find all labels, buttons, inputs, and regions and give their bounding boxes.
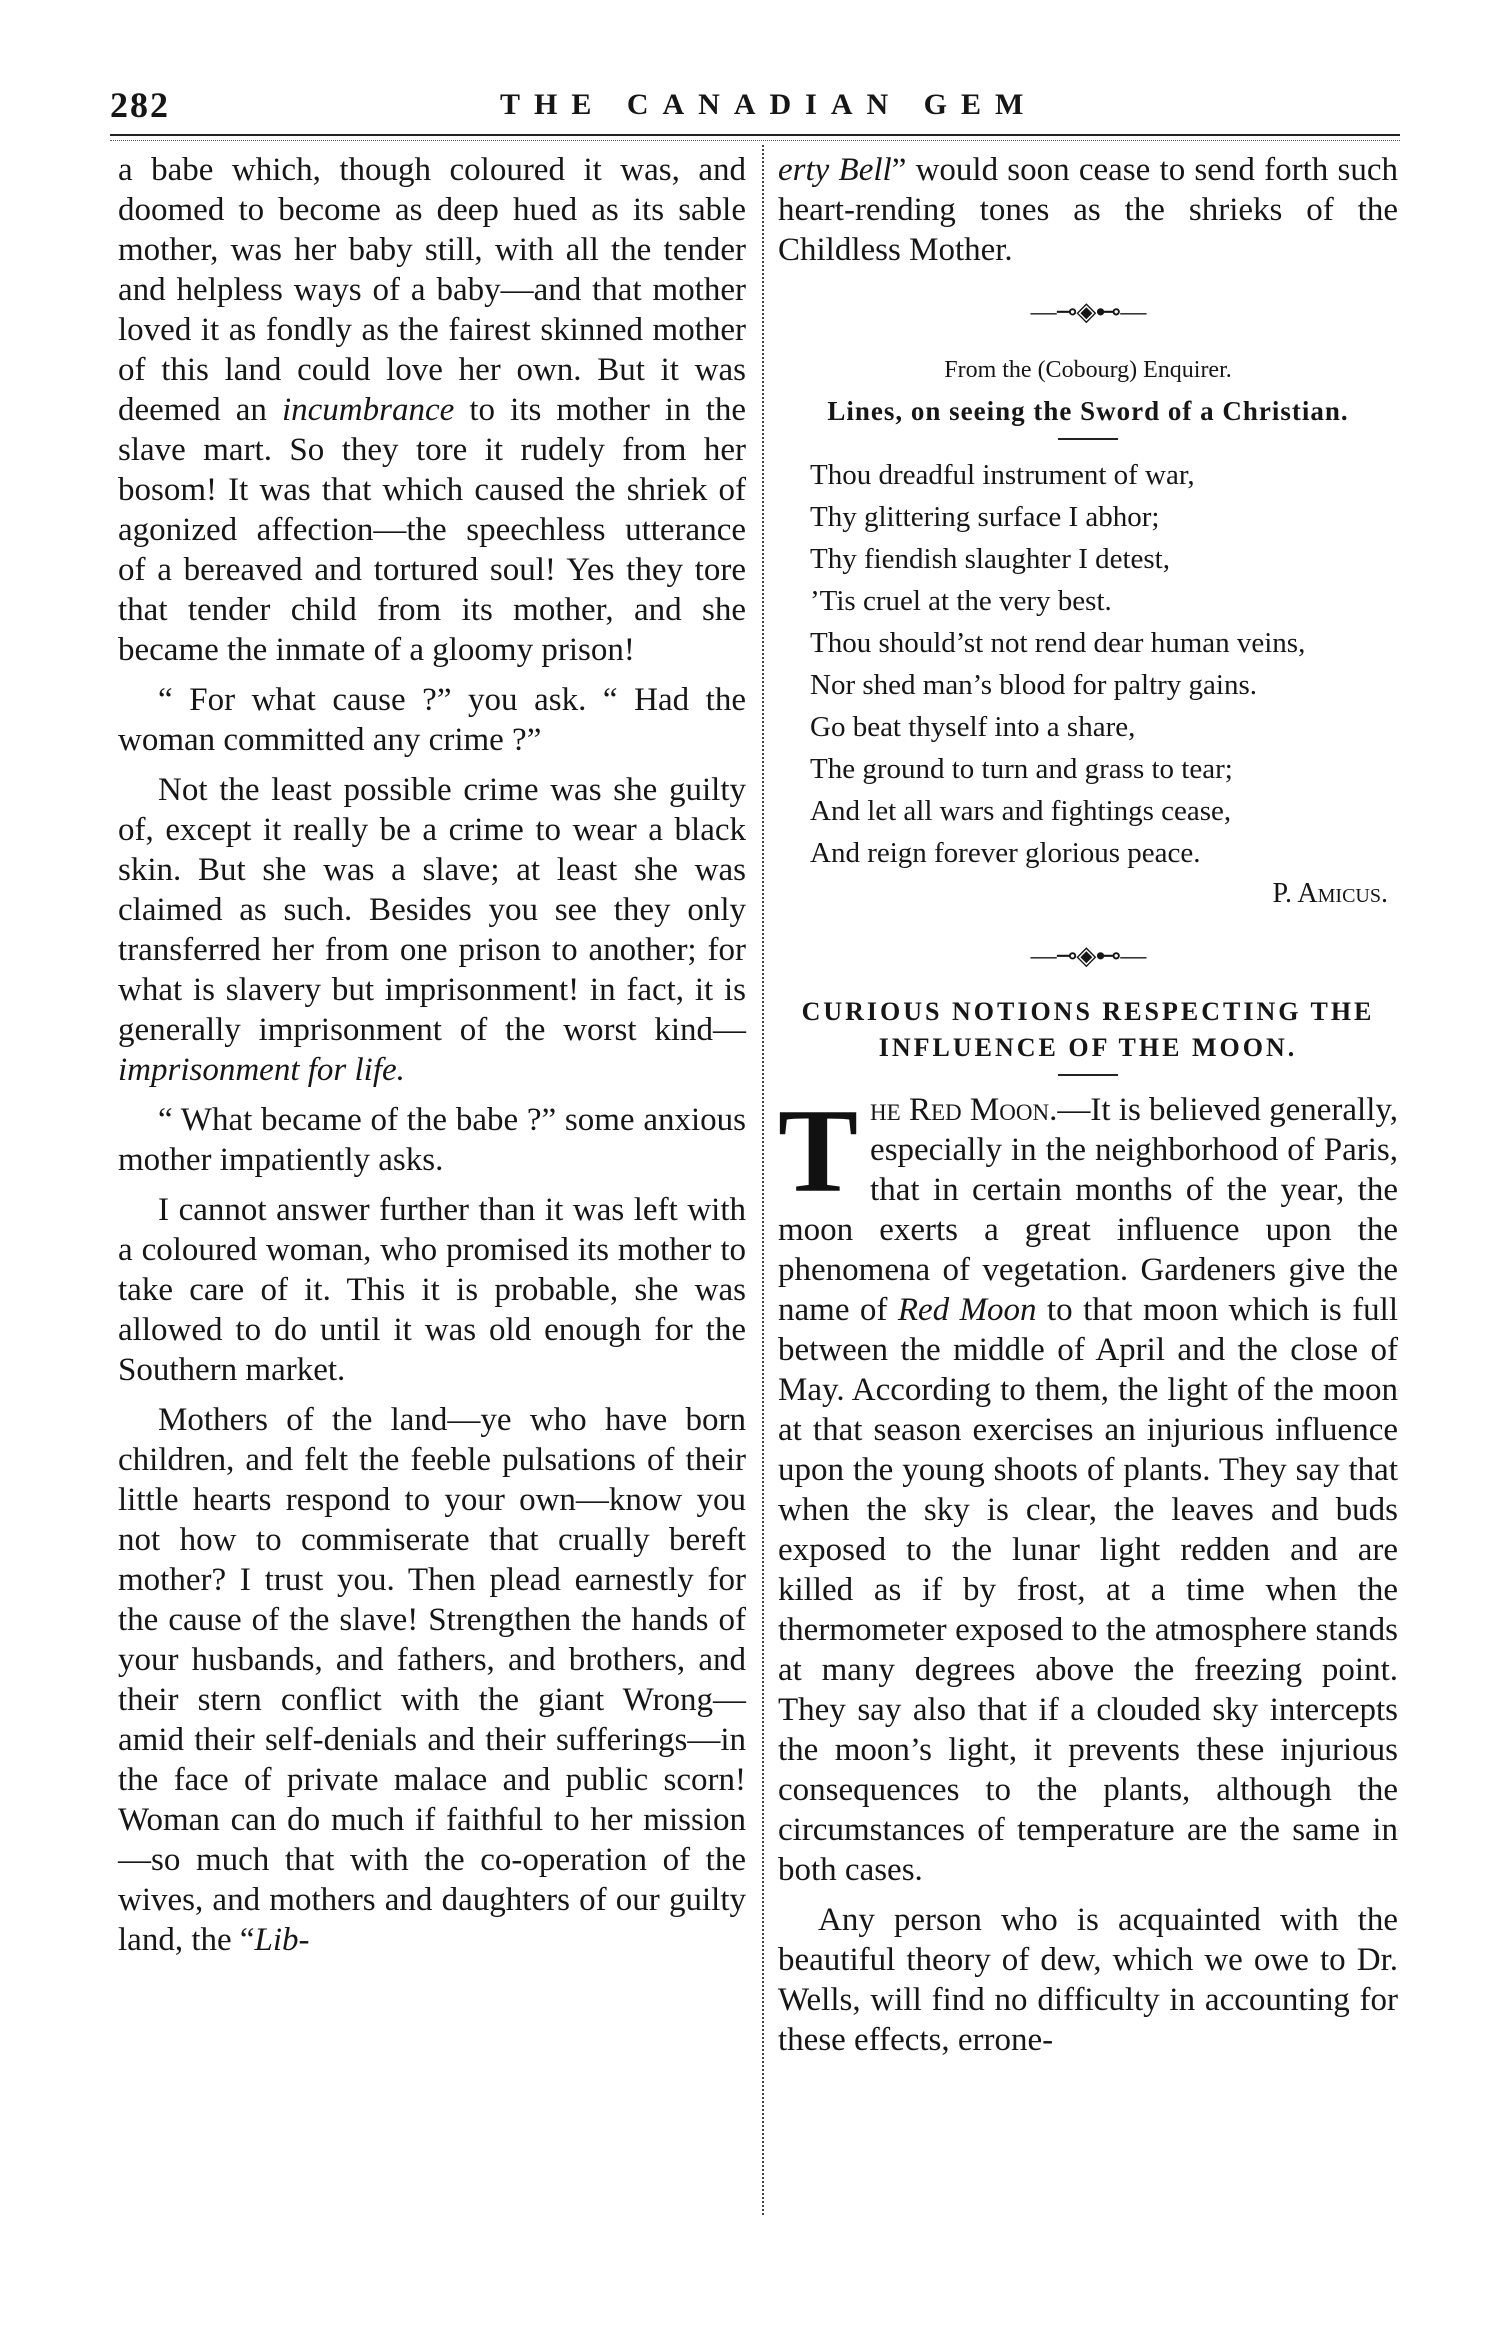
paragraph [778, 150, 1398, 270]
article-title: CURIOUS NOTIONS RESPECTING THE INFLUENCE OF THE MOON. [801, 997, 1375, 1062]
text-run: —It is believed generally, especially in the neighborhood of Paris, that in certain months of the year, the moon exerts a great influence upon the phenomena of vegetation. Gardeners give the name of [778, 1092, 1398, 1328]
poem-line: And reign forever glorious peace. [810, 837, 1201, 869]
poem-line: Thy glittering surface I abhor; [810, 501, 1160, 533]
paragraph [118, 1400, 746, 1960]
header-rule-dotted [110, 140, 1400, 141]
poem-line: Nor shed man’s blood for paltry gains. [810, 669, 1258, 701]
paragraph [778, 1084, 1398, 1890]
paragraph: I cannot answer further than it was left with a coloured woman, who promised its mother to take care of it. This it is probable, she was allowed to do until it was old enough for the Southern market. [118, 1192, 746, 1388]
paragraph: “ What became of the babe ?” some anxious mother impatiently asks. [118, 1102, 746, 1178]
text-run: to that moon which is full between the middle of April and the close of May. According to them, the light of the moon at that season exercises an injurious influence upon the young shoots of plants. They say that when the sky is clear, the leaves and buds exposed to the lunar light redden and are killed as if by frost, at a time when the thermometer exposed to the atmosphere stands at many degrees above the freezing point. They say also that if a clouded sky intercepts the moon’s light, it prevents these injurious consequences to the plants, although the circumstances of temperature are the same in both cases. [778, 1292, 1398, 1888]
italic-run: Lib- [254, 1922, 310, 1958]
italic-run: incumbrance [281, 392, 455, 428]
lead-caps: he Red Moon. [870, 1092, 1058, 1128]
column-divider [762, 145, 764, 2215]
text-run: Mothers of the land—ye who have born children, and felt the feeble pulsations of their little hearts respond to your own—know you not how to commiserate that crually bereft mother? I trust you. Then plead earnestly for the cause of the slave! Strengthen the hands of your husbands, and fathers, and brothers, and their stern conflict with the giant Wrong—amid their self-denials and their sufferings—in the face of private malace and public scorn! Woman can do much if faithful to her mission—so much that with the co-operation of the wives, and mothers and daughters of our guilty land, the “ [118, 1402, 746, 1958]
paragraph [118, 770, 746, 1090]
paragraph [118, 150, 746, 670]
left-column [118, 150, 746, 1960]
running-title: THE CANADIAN GEM [500, 88, 1038, 121]
header-rule [110, 134, 1400, 136]
poem-line: Thou dreadful instrument of war, [810, 459, 1195, 491]
paragraph: Any person who is acquainted with the beautiful theory of dew, which we owe to Dr. Wells, will find no difficulty in accounting for these effects, errone- [778, 1902, 1398, 2058]
poem-credit: From the (Cobourg) Enquirer. [944, 357, 1232, 383]
poem-line: And let all wars and fightings cease, [810, 795, 1232, 827]
italic-run: imprisonment for life. [118, 1052, 405, 1088]
ornament-divider: —⊸◈⊷— [1030, 941, 1146, 970]
ornament-divider: —⊸◈⊷— [1030, 297, 1146, 326]
text-run: to its mother in the slave mart. So they tore it rudely from her bosom! It was that which caused the shriek of agonized affection—the speechless utterance of a bereaved and tortured soul! Yes they tore that tender child from its mother, and she became the inmate of a gloomy prison! [118, 392, 747, 668]
short-rule [1058, 438, 1118, 440]
poem-line: ’Tis cruel at the very best. [810, 585, 1112, 617]
paragraph: “ For what cause ?” you ask. “ Had the woman committed any crime ?” [118, 682, 746, 758]
page-header [110, 84, 1400, 124]
poem-title: Lines, on seeing the Sword of a Christian. [827, 396, 1349, 426]
text-run: Not the least possible crime was she guilty of, except it really be a crime to wear a black skin. But she was a slave; at least she was claimed as such. Besides you see they only transferred her from one prison to another; for what is slavery but imprisonment! in fact, it is generally imprisonment of the worst kind— [118, 772, 746, 1048]
right-column [778, 150, 1398, 2060]
poem-line: Go beat thyself into a share, [810, 711, 1136, 743]
page-number: 282 [110, 85, 170, 125]
short-rule [1058, 1074, 1118, 1076]
poem-line: Thou should’st not rend dear human veins, [810, 627, 1306, 659]
poem-line: Thy fiendish slaughter I detest, [810, 543, 1170, 575]
italic-run: Red Moon [897, 1292, 1037, 1328]
poem-line: The ground to turn and grass to tear; [810, 753, 1233, 785]
drop-cap: T [778, 1084, 859, 1217]
poem-body [810, 454, 1398, 874]
italic-run: erty Bell [778, 152, 892, 188]
text-run: a babe which, though coloured it was, and doomed to become as deep hued as its sable mother, was her baby still, with all the tender and helpless ways of a baby—and that mother loved it as fondly as the fairest skinned mother of this land could love her own. But it was deemed an [118, 152, 746, 428]
text-run: ” would soon cease to send forth such heart-rending tones as the shrieks of the Childless Mother. [778, 152, 1399, 268]
poem-signature: P. Amicus. [1272, 878, 1388, 909]
